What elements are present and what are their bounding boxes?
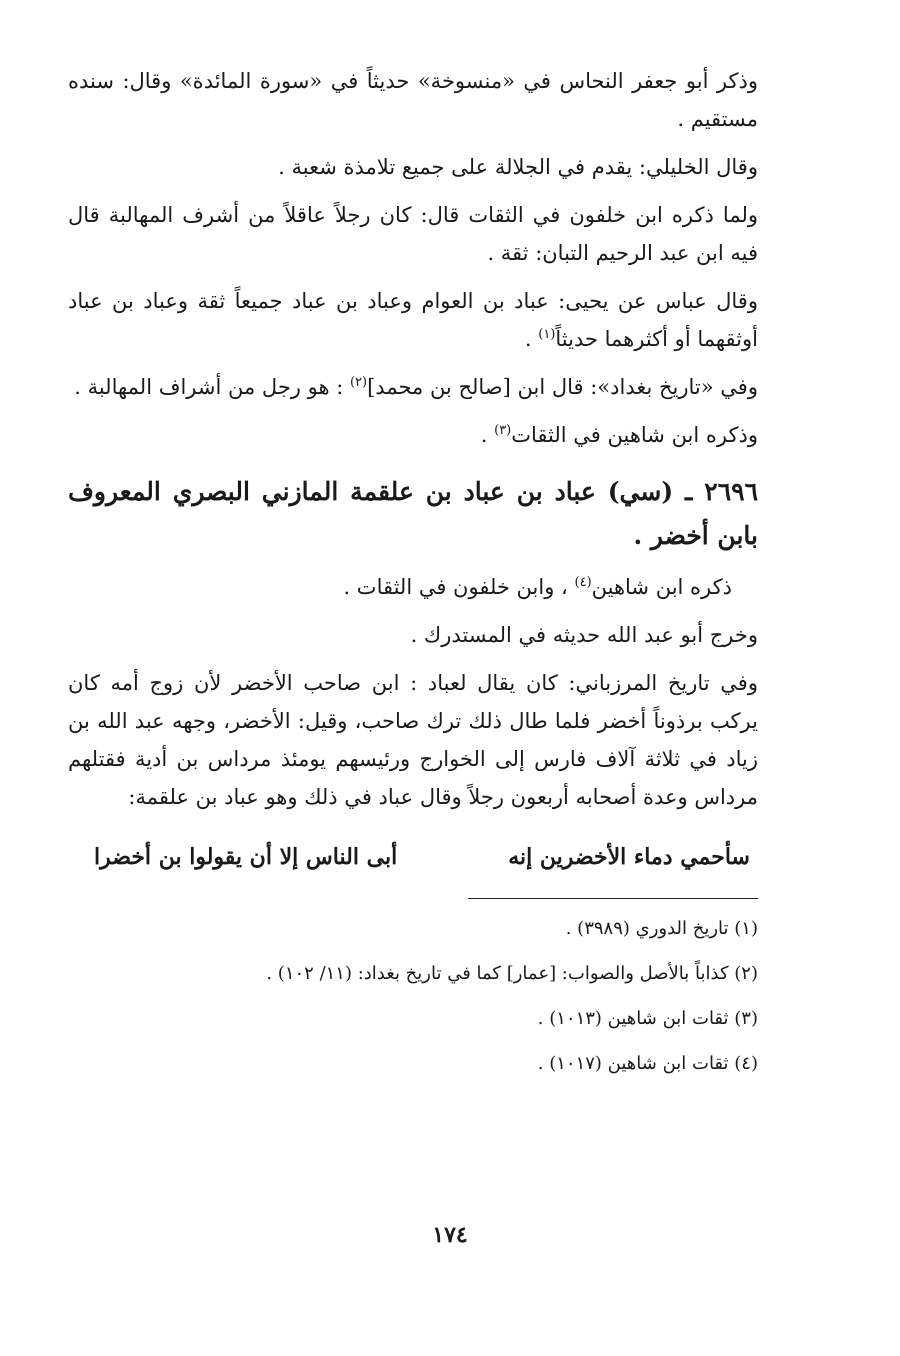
footnote-divider bbox=[468, 898, 758, 899]
footnote: (٤) ثقات ابن شاهين (١٠١٧) . bbox=[537, 1053, 758, 1074]
footnote-ref: (١) bbox=[538, 327, 556, 342]
paragraph: وذكر أبو جعفر النحاس في «منسوخة» حديثاً في «سورة المائدة» وقال: سنده مستقيم . bbox=[68, 69, 758, 131]
paragraph bbox=[68, 568, 758, 606]
poem-second-hemistich: أبى الناس إلا أن يقولوا بن أخضرا bbox=[94, 844, 398, 870]
footnote-ref: (٢) bbox=[349, 375, 368, 390]
paragraph-text: وقال عباس عن يحيى: عباد بن العوام وعباد بن عباد جميعاً ثقة وعباد بن عباد أوثقهما أو أكثرهما حديثاً bbox=[68, 289, 758, 351]
paragraph-end: . bbox=[480, 423, 495, 447]
paragraph: وقال الخليلي: يقدم في الجلالة على جميع تلامذة شعبة . bbox=[278, 155, 758, 179]
paragraph bbox=[68, 368, 758, 406]
main-text bbox=[68, 62, 758, 876]
poem-verse bbox=[94, 838, 750, 876]
paragraph-text: ذكره ابن شاهين bbox=[591, 575, 732, 599]
paragraph: ولما ذكره ابن خلفون في الثقات قال: كان رجلاً عاقلاً من أشرف المهالبة قال فيه ابن عبد الرحيم التبان: ثقة . bbox=[68, 203, 758, 265]
paragraph-text: وذكره ابن شاهين في الثقات bbox=[511, 423, 758, 447]
paragraph-text: وفي «تاريخ بغداد»: قال ابن [صالح بن محمد] bbox=[367, 375, 758, 399]
footnotes bbox=[68, 917, 758, 1076]
footnote-ref: (٤) bbox=[574, 575, 592, 590]
page-number: ١٧٤ bbox=[432, 1222, 468, 1248]
paragraph: وفي تاريخ المرزباني: كان يقال لعباد : ابن صاحب الأخضر لأن زوج أمه كان يركب برذوناً أخضر فلما طال ذلك ترك صاحب، وقيل: الأخضر، وجهه عبد الله بن زياد في ثلاثة آلاف فارس إلى الخوارج ورئيسهم يومئذ مرداس بن أدية فقتلهم مرداس وعدة أصحابه أربعون رجلاً وقال عباد في ذلك وهو عباد بن علقمة: bbox=[68, 671, 758, 809]
paragraph bbox=[68, 416, 758, 454]
entry-heading: ٢٦٩٦ ـ (سي) عباد بن عباد بن علقمة المازني البصري المعروف بابن أخضر . bbox=[68, 477, 758, 550]
poem-first-hemistich: سأحمي دماء الأخضرين إنه bbox=[508, 844, 750, 870]
paragraph-end: . bbox=[524, 327, 539, 351]
paragraph: وخرج أبو عبد الله حديثه في المستدرك . bbox=[410, 623, 758, 647]
footnote: (١) تاريخ الدوري (٣٩٨٩) . bbox=[565, 918, 758, 939]
footnote-ref: (٣) bbox=[494, 423, 512, 438]
footnote: (٢) كذاباً بالأصل والصواب: [عمار] كما في تاريخ بغداد: (١١/ ١٠٢) . bbox=[266, 963, 758, 984]
footnote: (٣) ثقات ابن شاهين (١٠١٣) . bbox=[537, 1008, 758, 1029]
paragraph-end: : هو رجل من أشراف المهالبة . bbox=[74, 375, 350, 399]
paragraph bbox=[68, 282, 758, 358]
paragraph-end: ، وابن خلفون في الثقات . bbox=[343, 575, 575, 599]
